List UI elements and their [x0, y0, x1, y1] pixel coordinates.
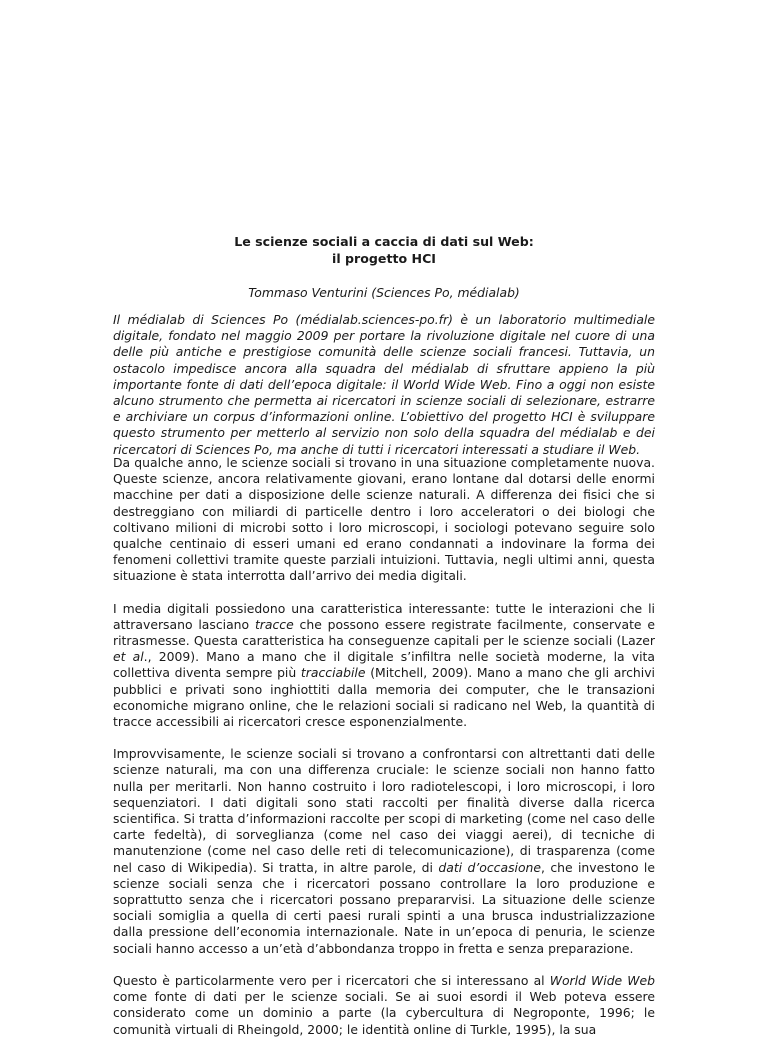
- paragraph-1: Da qualche anno, le scienze sociali si trovano in una situazione completamente nuova. Queste scienze, ancora relativamente giovani, erano lontane dal dotarsi delle enormi macchine per dati a disposizione delle scienze naturali. A differenza dei fisici che si destreggiano con miliardi di particelle dentro i loro acceleratori o dei biologi che coltivano milioni di microbi sotto i loro microscopi, i sociologi potevano seguire solo qualche centinaio di esseri umani ed erano condannati a indovinare la forma dei fenomeni collettivi tramite queste parziali intuizioni. Tuttavia, negli ultimi anni, questa situazione è stata interrotta dall’arrivo dei media digitali.: [113, 455, 655, 584]
- paragraph-3-text: , che investono le scienze sociali senza che i ricercatori possano controllare la loro produzione e soprattutto senza che i ricercatori possano prepararvisi. La situazione delle scienze sociali somiglia a quella di certi paesi rurali spinti a una brusca industrializzazione dalla pressione dell’economia internazionale. Nate in un’epoca di penuria, le scienze sociali hanno accesso a un’età d’abbondanza troppo in fretta e senza preparazione.: [113, 859, 655, 956]
- paragraph-2: [113, 601, 655, 731]
- emphasis-world-wide-web: World Wide Web: [549, 972, 655, 988]
- emphasis-tracce: tracce: [254, 616, 294, 632]
- title-line-1: Le scienze sociali a caccia di dati sul Web:: [234, 234, 534, 249]
- title-line-2: il progetto HCI: [332, 251, 436, 266]
- paragraph-4-text: Questo è particolarmente vero per i ricercatori che si interessano al: [113, 972, 550, 988]
- emphasis-dati-occasione: dati d’occasione: [438, 859, 542, 875]
- paragraph-2-text: ., 2009). Mano a mano che il digitale s’infiltra nelle società moderne, la vita collettiva diventa sempre più: [113, 649, 655, 681]
- paragraph-2-text: (Mitchell, 2009). Mano a mano che gli archivi pubblici e privati sono inghiottiti dalla memoria dei computer, che le transazioni economiche migrano online, che le relazioni sociali si radicano nel Web, la quantità di tracce accessibili ai ricercatori cresce esponenzialmente.: [113, 665, 655, 730]
- paragraph-4: [113, 973, 655, 1038]
- abstract-paragraph: Il médialab di Sciences Po (médialab.sciences-po.fr) è un laboratorio multimediale digitale, fondato nel maggio 2009 per portare la rivoluzione digitale nel cuore di una delle più antiche e prestigiose comunità delle scienze sociali francesi. Tuttavia, un ostacolo impedisce ancora alla squadra del médialab di sfruttare appieno la più importante fonte di dati dell’epoca digitale: il World Wide Web. Fino a oggi non esiste alcuno strumento che permetta ai ricercatori in scienze sociali di selezionare, estrarre e archiviare un corpus d’informazioni online. L’obiettivo del progetto HCI è sviluppare questo strumento per metterlo al servizio non solo della squadra del médialab e dei ricercatori di Sciences Po, ma anche di tutti i ricercatori interessati a studiare il Web.: [113, 312, 655, 457]
- paragraph-4-text: come fonte di dati per le scienze sociali. Se ai suoi esordi il Web poteva essere considerato come un dominio a parte (la cybercultura di Negroponte, 1996; le comunità virtuali di Rheingold, 2000; le identità online di Turkle, 1995), la sua: [113, 989, 655, 1037]
- paragraph-3-text: Improvvisamente, le scienze sociali si trovano a confrontarsi con altrettanti dati delle scienze naturali, ma con una differenza cruciale: le scienze sociali non hanno fatto nulla per meritarli. Non hanno costruito i loro radiotelescopi, i loro microscopi, i loro sequenziatori. I dati digitali sono stati raccolti per finalità diverse dalla ricerca scientifica. Si tratta d’informazioni raccolte per scopi di marketing (come nel caso delle carte fedeltà), di sorveglianza (come nel caso dei viaggi aerei), di tecniche di manutenzione (come nel caso delle reti di telecomunicazione), di trasparenza (come nel caso di Wikipedia). Si tratta, in altre parole, di: [113, 746, 655, 875]
- body-text: [113, 455, 655, 1054]
- emphasis-et-al: et al: [113, 649, 144, 665]
- author-line: Tommaso Venturini (Sciences Po, médialab): [248, 285, 520, 300]
- emphasis-tracciabile: tracciabile: [300, 665, 366, 681]
- paragraph-2-text: che possono essere registrate facilmente, conservate e ritrasmesse. Questa caratteristica ha conseguenze capitali per le scienze sociali (Lazer: [113, 616, 655, 649]
- paragraph-3: [113, 746, 655, 957]
- paragraph-2-text: I media digitali possiedono una caratteristica interessante: tutte le interazioni che li attraversano lasciano: [113, 600, 655, 632]
- document-title: [120, 233, 648, 267]
